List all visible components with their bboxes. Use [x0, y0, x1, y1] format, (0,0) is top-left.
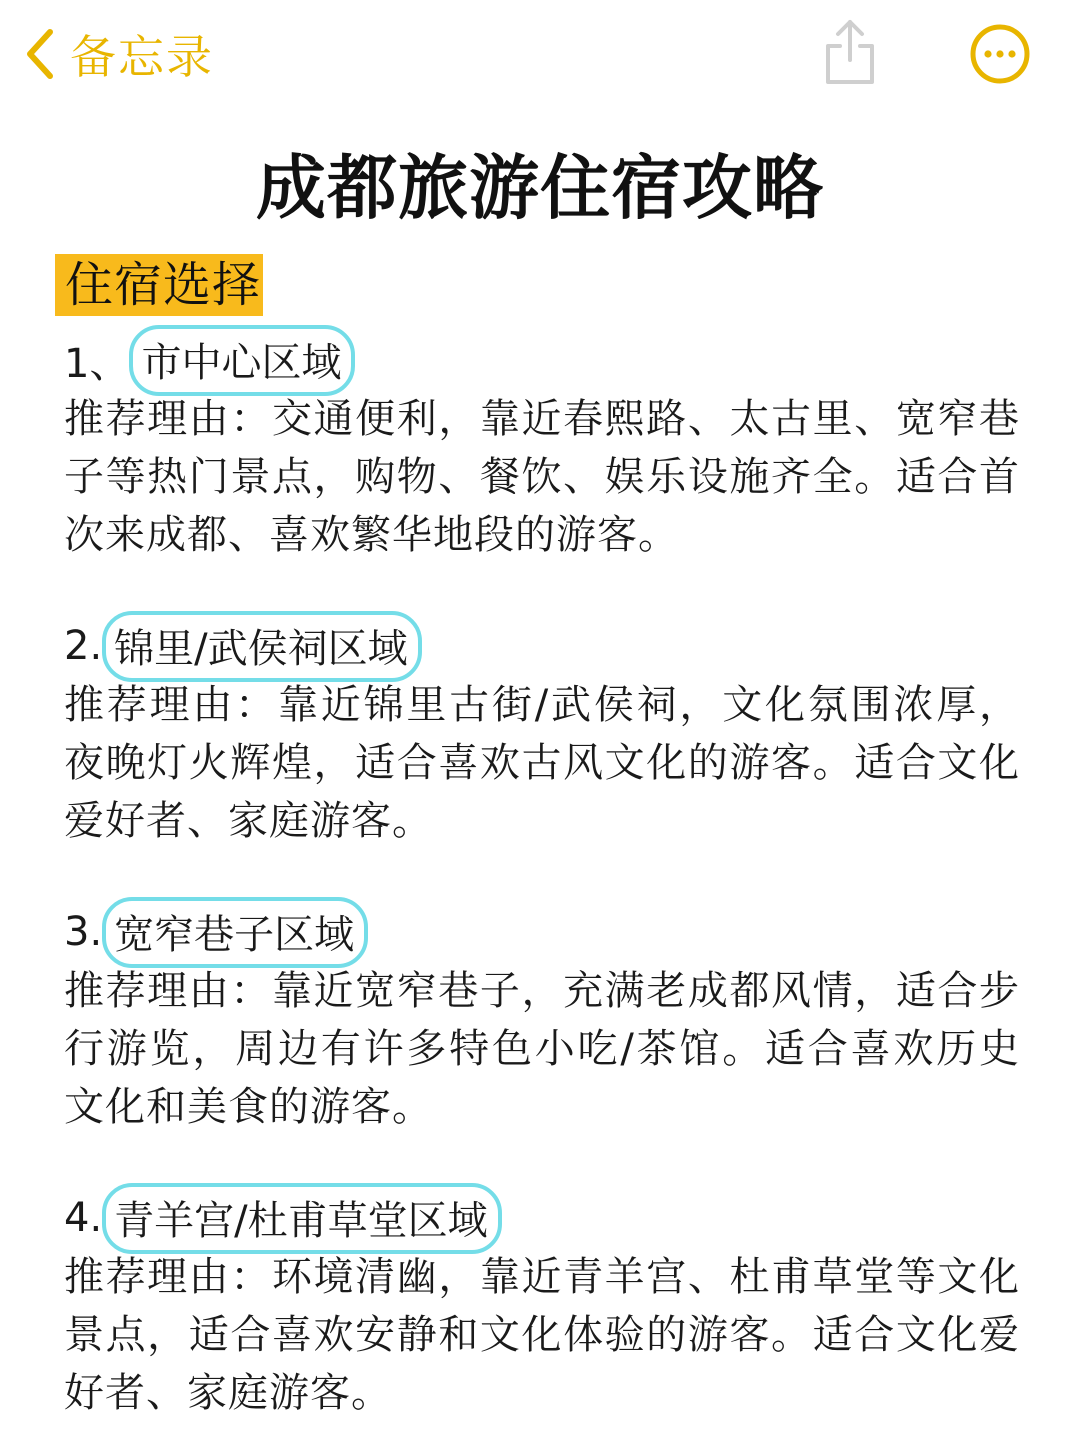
- list-item: [64, 1188, 1020, 1422]
- back-label: 备忘录: [70, 30, 214, 84]
- item-description: 推荐理由：交通便利，靠近春熙路、太古里、宽窄巷子等热门景点，购物、餐饮、娱乐设施齐全。适合首次来成都、喜欢繁华地段的游客。: [64, 396, 1020, 558]
- share-button[interactable]: [818, 16, 882, 88]
- item-description: 推荐理由：靠近宽窄巷子，充满老成都风情，适合步行游览，周边有许多特色小吃/茶馆。适合喜欢历史文化和美食的游客。: [64, 968, 1020, 1130]
- item-name: 市中心区域: [129, 325, 355, 396]
- back-button[interactable]: [22, 22, 214, 86]
- item-heading: [64, 902, 1020, 962]
- item-description: 推荐理由：靠近锦里古街/武侯祠，文化氛围浓厚，夜晚灯火辉煌，适合喜欢古风文化的游客。适合文化爱好者、家庭游客。: [64, 682, 1020, 844]
- navigation-bar: [0, 0, 1080, 110]
- item-number: 4.: [64, 1195, 103, 1241]
- list-item: [64, 616, 1020, 850]
- ellipsis-circle-icon: [968, 22, 1032, 86]
- chevron-left-icon: [22, 26, 56, 82]
- item-number: 2.: [64, 623, 103, 669]
- list-item: [64, 330, 1020, 564]
- item-number: 1、: [64, 340, 130, 387]
- item-heading: [64, 330, 1020, 390]
- more-button[interactable]: [968, 22, 1032, 86]
- item-name: 锦里/武侯祠区域: [102, 611, 421, 682]
- item-heading: [64, 1188, 1020, 1248]
- section-heading: 住宿选择: [55, 254, 263, 316]
- item-heading: [64, 616, 1020, 676]
- item-name: 宽窄巷子区域: [102, 897, 368, 968]
- item-name: 青羊宫/杜甫草堂区域: [102, 1183, 501, 1254]
- item-description: 推荐理由：环境清幽，靠近青羊宫、杜甫草堂等文化景点，适合喜欢安静和文化体验的游客。适合文化爱好者、家庭游客。: [64, 1254, 1020, 1416]
- list-item: [64, 902, 1020, 1136]
- share-icon: [818, 16, 882, 88]
- note-title: 成都旅游住宿攻略: [256, 147, 824, 229]
- item-number: 3.: [64, 909, 103, 955]
